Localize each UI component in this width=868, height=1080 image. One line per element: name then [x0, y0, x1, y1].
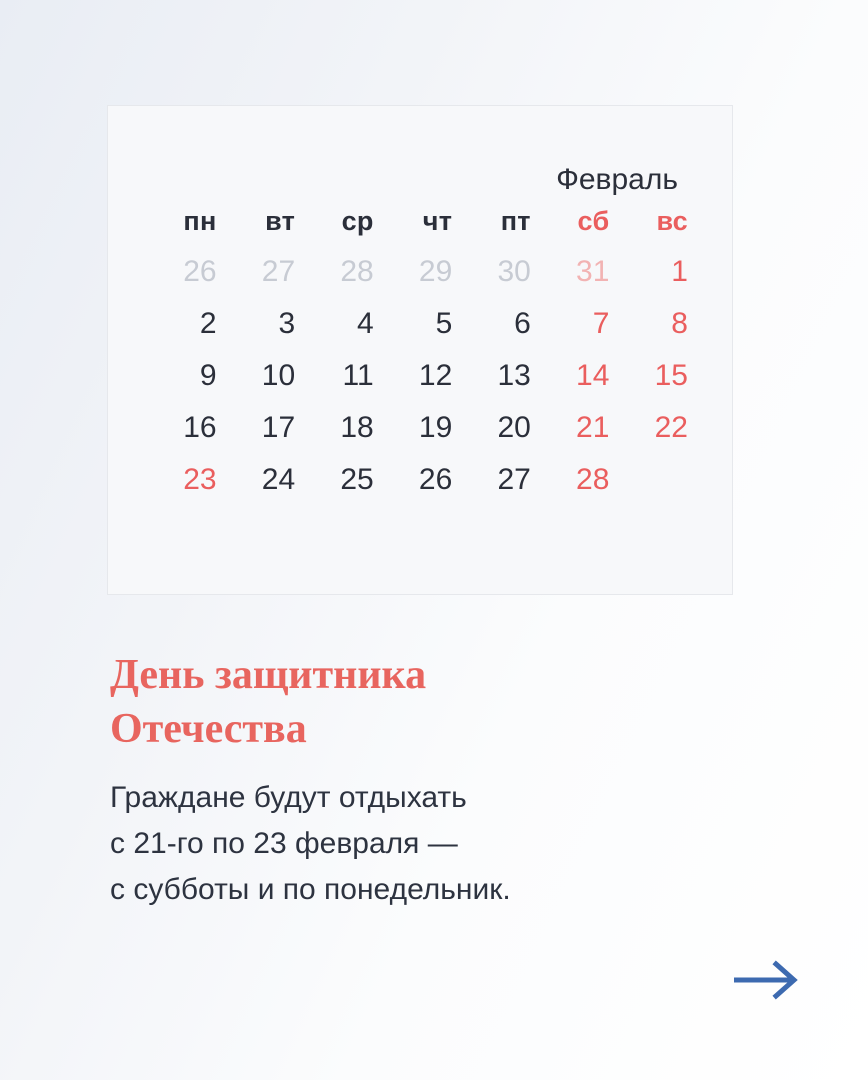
calendar-day-cell[interactable]: 1: [671, 255, 688, 288]
calendar-day-cell[interactable]: 29: [418, 255, 453, 288]
calendar-day-cell[interactable]: 21: [576, 411, 610, 444]
calendar-day-cell: [617, 463, 696, 497]
calendar-weekday-header: пн: [183, 206, 217, 236]
calendar-day-cell[interactable]: 15: [654, 359, 688, 392]
calendar-day-cell[interactable]: 30: [497, 255, 531, 288]
calendar-weekday-header: сб: [577, 206, 610, 236]
calendar-day-cell[interactable]: 6: [514, 307, 531, 340]
arrow-right-icon[interactable]: [732, 958, 802, 1002]
calendar-day-cell[interactable]: 11: [342, 359, 374, 392]
calendar-day-cell[interactable]: 27: [261, 255, 296, 288]
calendar-day-cell[interactable]: 28: [576, 463, 610, 496]
calendar-day-cell[interactable]: 19: [418, 411, 453, 444]
calendar-day-cell[interactable]: 18: [340, 411, 374, 444]
calendar-card: [107, 105, 733, 595]
calendar-day-cell[interactable]: 23: [183, 463, 217, 496]
calendar-day-cell[interactable]: 5: [435, 307, 453, 340]
page-title-line-2: Отечества: [110, 706, 307, 752]
body-text-line-1: Граждане будут отдыхать: [110, 781, 467, 814]
calendar-weekday-header: вт: [265, 206, 296, 236]
body-text-line-2: с 21-го по 23 февраля —: [110, 827, 458, 860]
calendar-day-cell[interactable]: 7: [592, 307, 610, 340]
calendar-weekday-header: чт: [422, 206, 453, 236]
calendar-day-cell[interactable]: 9: [199, 359, 217, 392]
calendar-day-cell[interactable]: 12: [418, 359, 453, 392]
calendar-weekday-header: пт: [500, 206, 531, 236]
calendar-day-cell[interactable]: 28: [340, 255, 374, 288]
calendar-day-cell[interactable]: 25: [340, 463, 374, 496]
calendar-month-label: Февраль: [556, 163, 678, 196]
page-title: [110, 648, 750, 756]
calendar-day-cell[interactable]: 17: [261, 411, 296, 444]
calendar-day-cell[interactable]: 4: [357, 307, 374, 340]
calendar-day-cell[interactable]: 26: [418, 463, 453, 496]
calendar-day-cell[interactable]: 2: [199, 307, 217, 340]
calendar-day-cell[interactable]: 8: [671, 307, 688, 340]
calendar-day-cell[interactable]: 13: [497, 359, 531, 392]
calendar-day-cell[interactable]: 20: [497, 411, 531, 444]
calendar-day-cell[interactable]: 26: [183, 255, 217, 288]
calendar-grid: [146, 206, 696, 497]
calendar-weekday-header: ср: [341, 206, 374, 236]
page-title-line-1: День защитника: [110, 652, 427, 698]
calendar-day-cell[interactable]: 16: [183, 411, 217, 444]
body-text-line-3: с субботы и по понедельник.: [110, 873, 511, 906]
calendar-day-cell[interactable]: 14: [576, 359, 610, 392]
calendar-day-cell[interactable]: 27: [497, 463, 531, 496]
calendar-weekday-header: вс: [656, 206, 688, 236]
calendar-day-cell[interactable]: 31: [576, 255, 610, 288]
calendar-day-cell[interactable]: 24: [261, 463, 296, 496]
body-text: [110, 775, 770, 913]
calendar-day-cell[interactable]: 3: [278, 307, 296, 340]
calendar-day-cell[interactable]: 10: [261, 359, 296, 392]
calendar-day-cell[interactable]: 22: [654, 411, 688, 444]
